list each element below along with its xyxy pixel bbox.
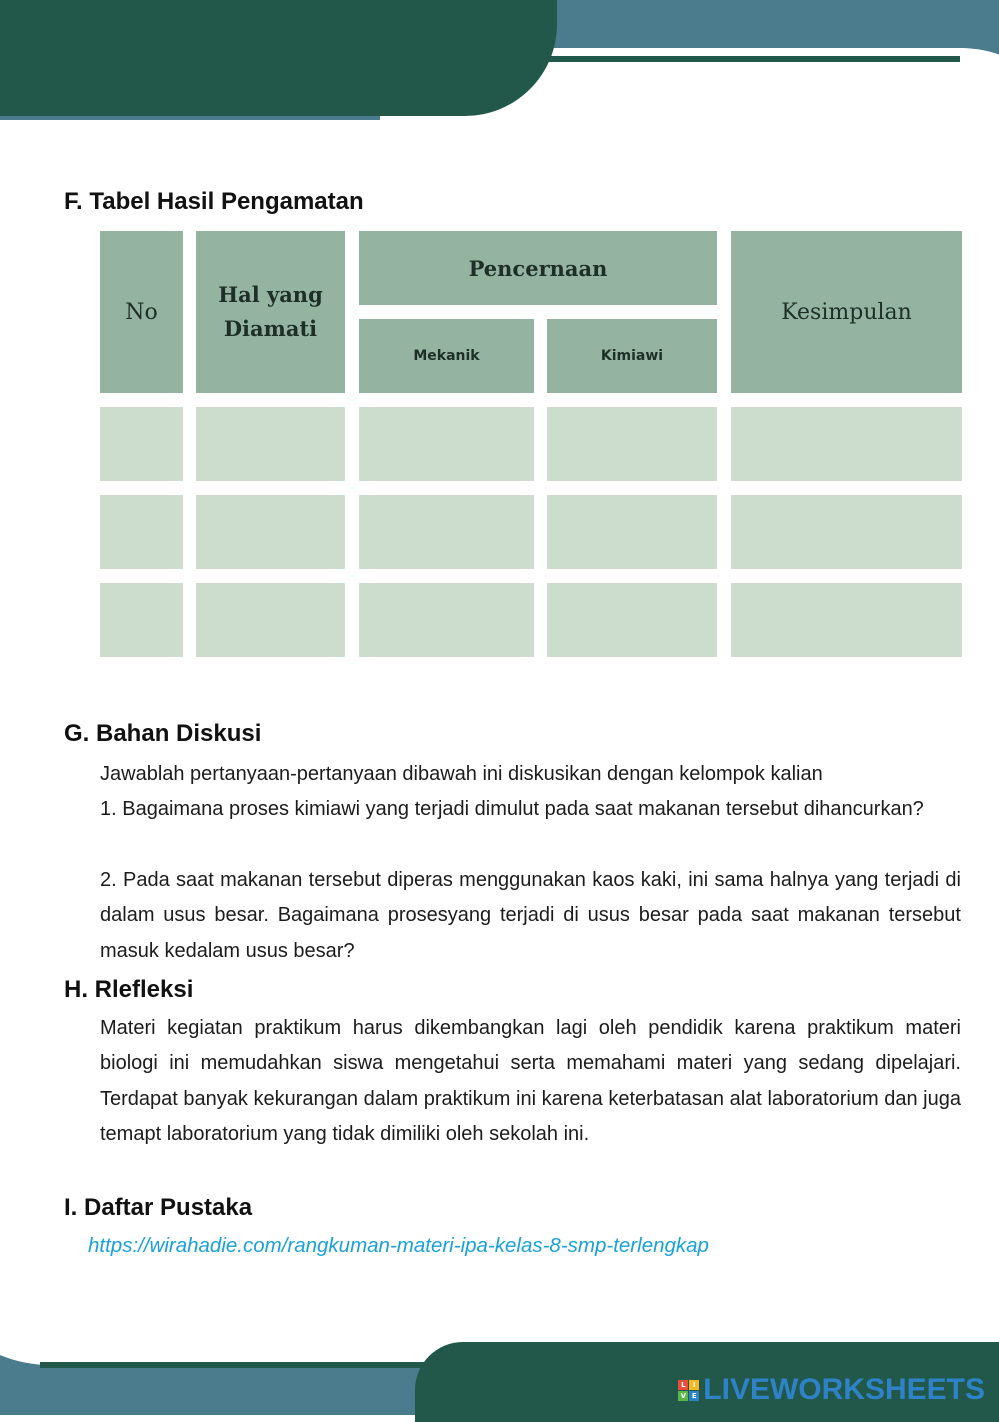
logo-letter: I (689, 1380, 699, 1390)
table-cell[interactable] (196, 495, 345, 569)
header-hal-line1: Hal yang (218, 282, 323, 307)
table-cell[interactable] (547, 495, 717, 569)
header-mekanik: Mekanik (359, 319, 534, 393)
top-accent-line (540, 56, 960, 62)
table-cell[interactable] (100, 407, 183, 481)
liveworksheets-watermark (678, 1373, 985, 1407)
table-cell[interactable] (196, 407, 345, 481)
table-cell[interactable] (359, 583, 534, 657)
section-title-pustaka: I. Daftar Pustaka (64, 1194, 253, 1221)
table-cell[interactable] (731, 495, 962, 569)
header-hal-yang-diamati (196, 231, 345, 393)
diskusi-question-1: 1. Bagaimana proses kimiawi yang terjadi dimulut pada saat makanan tersebut dihancurkan? (100, 798, 924, 820)
diskusi-intro: Jawablah pertanyaan-pertanyaan dibawah ini diskusikan dengan kelompok kalian (100, 763, 823, 785)
table-cell[interactable] (359, 495, 534, 569)
table-cell[interactable] (731, 583, 962, 657)
logo-letter: V (678, 1391, 688, 1401)
diskusi-question-2: 2. Pada saat makanan tersebut diperas menggunakan kaos kaki, ini sama halnya yang terjadi di dalam usus besar. Bagaimana prosesyang terjadi di usus besar pada saat makanan tersebut masuk kedalam usus besar? (100, 869, 961, 962)
logo-letter: L (678, 1380, 688, 1390)
table-cell[interactable] (547, 583, 717, 657)
section-title-tabel: F. Tabel Hasil Pengamatan (64, 188, 364, 215)
section-title-refleksi: H. Rlefleksi (64, 976, 194, 1003)
table-cell[interactable] (196, 583, 345, 657)
table-cell[interactable] (731, 407, 962, 481)
pustaka-link[interactable]: https://wirahadie.com/rangkuman-materi-ipa-kelas-8-smp-terlengkap (88, 1234, 709, 1257)
table-cell[interactable] (100, 495, 183, 569)
header-pencernaan: Pencernaan (359, 231, 717, 305)
logo-letter: E (689, 1391, 699, 1401)
top-green-header (0, 0, 557, 116)
header-kimiawi: Kimiawi (547, 319, 717, 393)
table-cell[interactable] (359, 407, 534, 481)
table-cell[interactable] (100, 583, 183, 657)
table-cell[interactable] (547, 407, 717, 481)
liveworksheets-logo-icon (678, 1380, 699, 1401)
section-title-diskusi: G. Bahan Diskusi (64, 720, 262, 747)
header-hal-line2: Diamati (223, 316, 318, 341)
liveworksheets-text: LIVEWORKSHEETS (703, 1373, 985, 1406)
header-kesimpulan: Kesimpulan (731, 231, 962, 393)
refleksi-text: Materi kegiatan praktikum harus dikembangkan lagi oleh pendidik karena praktikum materi biologi ini memudahkan siswa mengetahui serta memahami materi yang sedang dipelajari. Terdapat banyak kekurangan dalam praktikum ini karena keterbatasan alat laboratorium dan juga temapt laboratorium yang tidak dimiliki oleh sekolah ini. (100, 1017, 961, 1145)
bottom-accent-line (40, 1362, 460, 1368)
header-no: No (100, 231, 183, 393)
